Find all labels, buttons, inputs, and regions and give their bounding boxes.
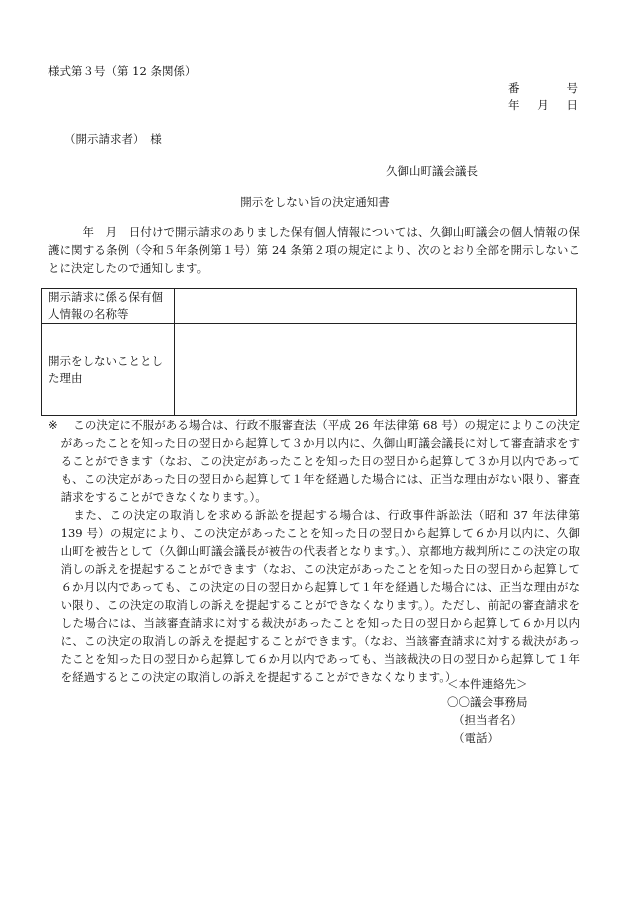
contact-office: 〇〇議会事務局 xyxy=(447,695,528,709)
body-paragraph: 年 月 日付けで開示請求のありました保有個人情報については、久御山町議会の個人情報の保護に関する条例（令和５年条例第１号）第 24 条第２項の規定により、次のとおり全部を開示しないことに決定したので通知します。 xyxy=(48,225,580,275)
table-row xyxy=(42,289,577,324)
row2-label: 開示をしないこととした理由 xyxy=(42,324,175,416)
date-month: 月 xyxy=(537,98,549,112)
contact-block xyxy=(447,675,528,747)
number-label: 番 xyxy=(508,81,520,95)
note-mark: ※ xyxy=(48,418,58,432)
row2-value xyxy=(175,324,577,416)
sender: 久御山町議会議長 xyxy=(386,164,478,178)
recipient: （開示請求者） 様 xyxy=(64,132,162,146)
date-year: 年 xyxy=(508,98,520,112)
document-title: 開示をしない旨の決定通知書 xyxy=(240,195,390,209)
note-paragraph-2: また、この決定の取消しを求める訴訟を提起する場合は、行政事件訴訟法（昭和 37 年法律第 139 号）の規定により、この決定があったことを知った日の翌日から起算して６か月以内に、久御山町を被告として（久御山町議会議長が被告の代表者となります。）、京都地方裁判所にこの決定の取消しの訴えを提起することができます（なお、この決定があったことを知った日の翌日から起算して６か月以内であっても、この決定の日の翌日から起算して１年を経過した場合には、正当な理由がない限り、この決定の取消しの訴えを提起することができなくなります。）。ただし、前記の審査請求をした場合には、当該審査請求に対する裁決があったことを知った日の翌日から起算して６か月以内に、この決定の取消しの訴えを提起することができます。（なお、当該審査請求に対する裁決があったことを知った日の翌日から起算して６か月以内であっても、当該裁決の日の翌日から起算して１年を経過するとこの決定の取消しの訴えを提起することができなくなります。） xyxy=(60,508,580,684)
row1-label: 開示請求に係る保有個人情報の名称等 xyxy=(42,289,175,324)
appeal-note xyxy=(48,416,580,686)
contact-phone: （電話） xyxy=(453,731,499,745)
contact-person: （担当者名） xyxy=(453,713,522,727)
form-number: 様式第３号（第 12 条関係） xyxy=(48,64,197,78)
document-number-field xyxy=(508,80,578,96)
table-row xyxy=(42,324,577,416)
row1-value xyxy=(175,289,577,324)
number-suffix: 号 xyxy=(566,81,578,95)
contact-heading: ＜本件連絡先＞ xyxy=(447,677,528,691)
note-paragraph-1: この決定に不服がある場合は、行政不服審査法（平成 26 年法律第 68 号）の規定によりこの決定があったことを知った日の翌日から起算して３か月以内に、久御山町議会議長に対して審査請求をすることができます（なお、この決定があったことを知った日の翌日から起算して３か月以内であっても、この決定があった日の翌日から起算して１年を経過した場合には、正当な理由がない限り、審査請求をすることができなくなります。）。 xyxy=(60,418,580,504)
date-day: 日 xyxy=(566,98,578,112)
info-table xyxy=(41,288,577,416)
date-field xyxy=(508,97,578,113)
